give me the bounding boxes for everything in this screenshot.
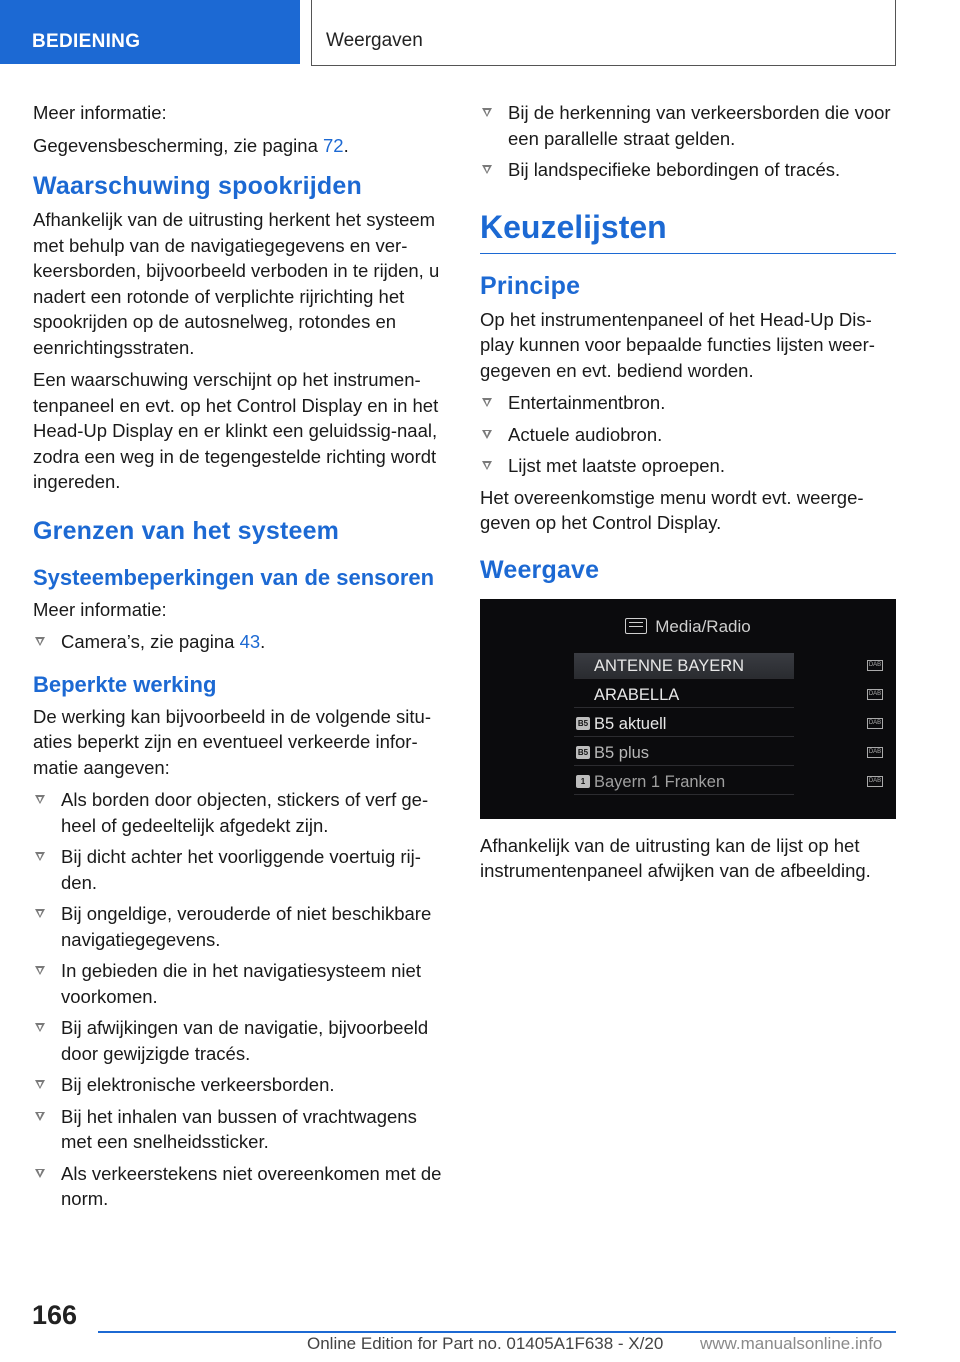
station-logo-icon: B5 [577, 747, 589, 757]
station-logo-icon: 1 [576, 775, 590, 788]
watermark-site: www.manualsonline.info [700, 1334, 883, 1353]
edition-footer: Online Edition for Part no. 01405A1F638 - X/20 [307, 1334, 664, 1353]
list-item: Entertainmentbron. [480, 390, 896, 416]
triangle-bullet-icon [35, 1169, 45, 1178]
principe-list [480, 390, 896, 479]
triangle-bullet-icon [35, 637, 45, 646]
triangle-bullet-icon [482, 108, 492, 117]
list-item: Bij de herkenning van verkeersborden die voor een parallelle straat gelden. [480, 100, 896, 151]
list-item: In gebieden die in het navigatiesysteem niet voorkomen. [33, 958, 448, 1009]
heading-weergave: Weergave [480, 555, 600, 584]
gegevens-reference: Gegevensbescherming, zie pagina 72. [33, 134, 349, 156]
list-item: Als borden door objecten, stickers of verf ge-heel of gedeeltelijk afgedekt zijn. [33, 787, 448, 838]
footer-divider [98, 1331, 896, 1333]
display-title: Media/Radio [480, 617, 896, 637]
station-row: B5 B5 aktuell DAB [574, 711, 794, 737]
media-radio-display-image [480, 599, 896, 819]
triangle-bullet-icon [35, 1112, 45, 1121]
camera-list [33, 629, 448, 655]
heading-spookrijden: Waarschuwing spookrijden [33, 172, 362, 200]
dab-badge-icon: DAB [867, 689, 883, 700]
list-item: Bij het inhalen van bussen of vrachtwagens met een snelheidssticker. [33, 1104, 448, 1155]
station-row: 1 Bayern 1 Franken DAB [574, 769, 794, 795]
station-row: ANTENNE BAYERN DAB [574, 653, 794, 679]
chapter-title: Weergaven [311, 0, 896, 66]
media-menu-icon [625, 618, 647, 634]
triangle-bullet-icon [482, 398, 492, 407]
limitations-list [33, 787, 448, 1212]
heading-beperkte-werking: Beperkte werking [33, 671, 217, 697]
heading-sensoren: Systeembeperkingen van de sensoren [33, 564, 435, 590]
page-link-43[interactable]: 43 [239, 631, 261, 652]
right-column [480, 100, 896, 891]
paragraph-spookrijden-1: Afhankelijk van de uitrusting herkent het systeem met behulp van de navigatiegegevens en ver-keersborden, bijvoorbeeld verboden in te rijden, u nadert een rotonde of verplichte rijrichting het spookrijden op de autosnelweg, rotondes en eenrichtingsstraten. [33, 209, 440, 358]
triangle-bullet-icon [35, 795, 45, 804]
list-item: Als verkeerstekens niet overeenkomen met de norm. [33, 1161, 448, 1212]
dab-badge-icon: DAB [867, 776, 883, 787]
dab-badge-icon: DAB [867, 747, 883, 758]
paragraph-afbeelding: Afhankelijk van de uitrusting kan de lijst op het instrumentenpaneel afwijken van de afbeelding. [480, 834, 871, 881]
list-item: Actuele audiobron. [480, 422, 896, 448]
list-item: Bij dicht achter het voorliggende voertuig rij-den. [33, 844, 448, 895]
triangle-bullet-icon [35, 1080, 45, 1089]
triangle-bullet-icon [482, 461, 492, 470]
page-link-72[interactable]: 72 [323, 134, 344, 156]
triangle-bullet-icon [35, 966, 45, 975]
chapter-heading-keuzelijsten: Keuzelijsten [480, 209, 896, 254]
page-number: 166 [32, 1300, 78, 1330]
heading-principe: Principe [480, 271, 581, 300]
triangle-bullet-icon [482, 430, 492, 439]
triangle-bullet-icon [35, 909, 45, 918]
paragraph-beperkte: De werking kan bijvoorbeeld in de volgende situ-aties beperkt zijn en eventueel verkeerde infor-matie aangeven: [33, 705, 431, 778]
station-logo-icon: B5 [577, 718, 589, 728]
list-item: Bij elektronische verkeersborden. [33, 1072, 448, 1098]
triangle-bullet-icon [482, 165, 492, 174]
station-row: ARABELLA DAB [574, 682, 794, 708]
list-item: Camera’s, zie pagina 43. [33, 629, 448, 655]
meer-informatie-label: Meer informatie: [33, 102, 167, 123]
dab-badge-icon: DAB [867, 660, 883, 671]
left-column [33, 100, 448, 1218]
meer-informatie-label-2: Meer informatie: [33, 598, 167, 620]
paragraph-menu: Het overeenkomstige menu wordt evt. weerge-geven op het Control Display. [480, 486, 864, 533]
triangle-bullet-icon [35, 1023, 45, 1032]
paragraph-spookrijden-2: Een waarschuwing verschijnt op het instrumen-tenpaneel en evt. op het Control Display en in het Head-Up Display en er klinkt een geluidssig-naal, zodra een weg in de tegengestelde richting wordt ingereden. [33, 369, 439, 492]
page-header [0, 0, 960, 66]
section-tab: BEDIENING [0, 0, 300, 64]
list-item: Bij afwijkingen van de navigatie, bijvoorbeeld door gewijzigde tracés. [33, 1015, 448, 1066]
station-row: B5 B5 plus DAB [574, 740, 794, 766]
paragraph-principe: Op het instrumentenpaneel of het Head-Up Dis-play kunnen voor bepaalde functies lijsten weer-gegeven en evt. bediend worden. [480, 308, 875, 381]
continued-list [480, 100, 896, 183]
triangle-bullet-icon [35, 852, 45, 861]
list-item: Bij landspecifieke bebordingen of tracés. [480, 157, 896, 183]
heading-grenzen: Grenzen van het systeem [33, 516, 340, 545]
list-item: Lijst met laatste oproepen. [480, 453, 896, 479]
dab-badge-icon: DAB [867, 718, 883, 729]
list-item: Bij ongeldige, verouderde of niet beschikbare navigatiegegevens. [33, 901, 448, 952]
